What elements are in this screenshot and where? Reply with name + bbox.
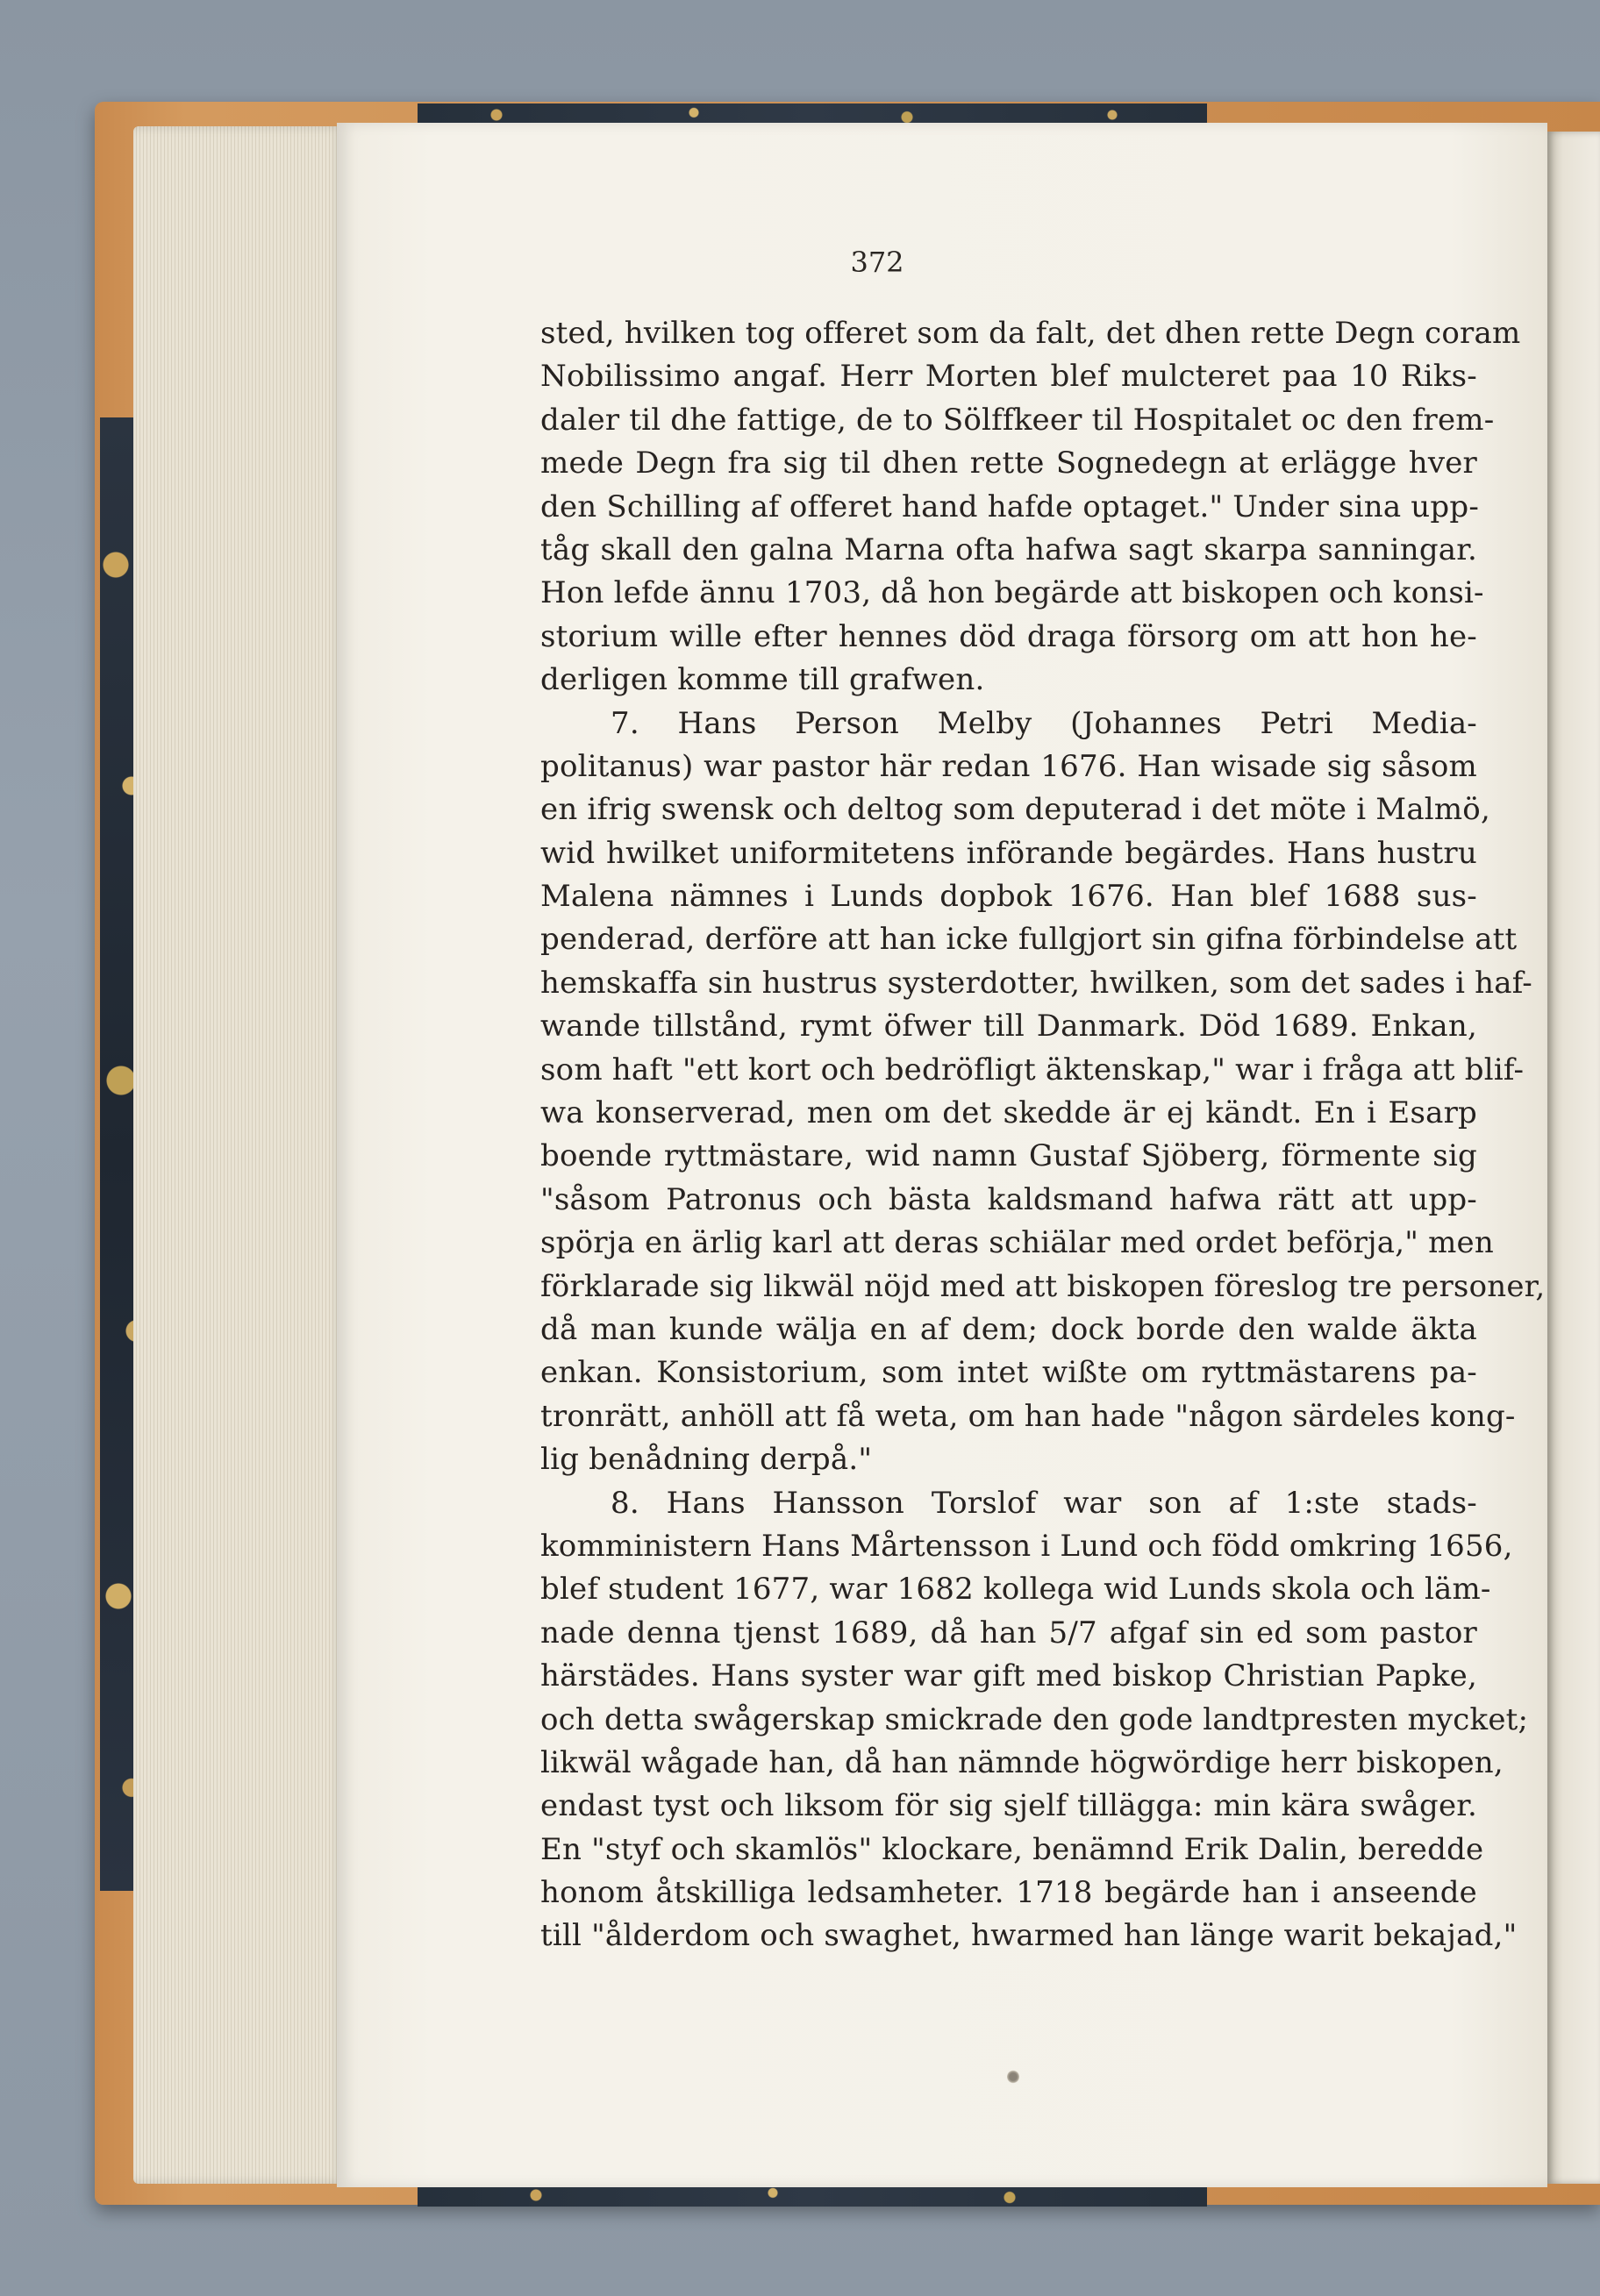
text-line: hemskaffa sin hustrus systerdotter, hwilken, som det sades i haf-: [540, 965, 1532, 1001]
text-line: förklarade sig likwäl nöjd med att biskopen föreslog tre personer,: [540, 1268, 1546, 1304]
text-line: boende ryttmästare, wid namn Gustaf Sjöberg, förmente sig: [540, 1138, 1477, 1174]
text-line: likwäl wågade han, då han nämnde högwördige herr biskopen,: [540, 1744, 1504, 1780]
facing-page-edge: [1547, 132, 1600, 2184]
text-line: komministern Hans Mårtensson i Lund och född omkring 1656,: [540, 1528, 1513, 1564]
text-line: "såsom Patronus och bästa kaldsmand hafwa rätt att upp-: [540, 1181, 1477, 1217]
text-line: lig benådning derpå.": [540, 1442, 873, 1478]
text-line: till "ålderdom och swaghet, hwarmed han länge warit bekajad,": [540, 1918, 1518, 1954]
text-line: daler til dhe fattige, de to Sölffkeer til Hospitalet oc den frem-: [540, 402, 1495, 438]
text-line: wa konserverad, men om det skedde är ej kändt. En i Esarp: [540, 1095, 1477, 1131]
text-line: wid hwilket uniformitetens införande begärdes. Hans hustru: [540, 835, 1477, 871]
text-line: sted, hvilken tog offeret som da falt, det dhen rette Degn coram: [540, 316, 1521, 351]
text-line: tronrätt, anhöll att få weta, om han hade "någon särdeles kong-: [540, 1398, 1516, 1434]
paper-spot: [1007, 2070, 1019, 2084]
text-line: wande tillstånd, rymt öfwer till Danmark. Död 1689. Enkan,: [540, 1009, 1477, 1045]
text-line: honom åtskilliga ledsamheter. 1718 begärde han i anseende: [540, 1875, 1477, 1911]
text-line: endast tyst och liksom för sig sjelf tillägga: min kära swåger.: [540, 1788, 1477, 1824]
text-line: tåg skall den galna Marna ofta hafwa sagt skarpa sanningar.: [540, 531, 1477, 567]
text-line: nade denna tjenst 1689, då han 5/7 afgaf sin ed som pastor: [540, 1615, 1477, 1651]
text-line: Hon lefde ännu 1703, då hon begärde att biskopen och konsi-: [540, 575, 1484, 611]
text-line: penderad, derföre att han icke fullgjort sin gifna förbindelse att: [540, 922, 1518, 958]
text-line: politanus) war pastor här redan 1676. Han wisade sig såsom: [540, 748, 1477, 784]
page-number: 372: [850, 246, 904, 279]
page-stack-edges: [133, 126, 344, 2184]
text-line: en ifrig swensk och deltog som deputerad i det möte i Malmö,: [540, 792, 1490, 828]
text-line: den Schilling af offeret hand hafde optaget." Under sina upp-: [540, 488, 1480, 524]
text-line: storium wille efter hennes död draga försorg om att hon he-: [540, 618, 1477, 654]
text-line: spörja en ärlig karl att deras schiälar med ordet beförja," men: [540, 1225, 1494, 1261]
page-text: [540, 312, 1546, 1958]
text-line: En "styf och skamlös" klockare, benämnd Erik Dalin, beredde: [540, 1831, 1484, 1867]
text-line: enkan. Konsistorium, som intet wißte om ryttmästarens pa-: [540, 1355, 1477, 1391]
text-line: och detta swågerskap smickrade den gode landtpresten mycket;: [540, 1701, 1529, 1737]
text-line: Malena nämnes i Lunds dopbok 1676. Han blef 1688 sus-: [540, 879, 1477, 915]
text-line: då man kunde wälja en af dem; dock borde den walde äkta: [540, 1311, 1477, 1347]
text-line: mede Degn fra sig til dhen rette Sognedegn at erlägge hver: [540, 446, 1477, 481]
text-line: Nobilissimo angaf. Herr Morten blef mulcteret paa 10 Riks-: [540, 359, 1477, 395]
text-line: härstädes. Hans syster war gift med biskop Christian Papke,: [540, 1658, 1477, 1694]
text-line: derligen komme till grafwen.: [540, 662, 985, 698]
text-line: som haft "ett kort och bedröfligt äktenskap," war i fråga att blif-: [540, 1052, 1525, 1087]
text-line: blef student 1677, war 1682 kollega wid Lunds skola och läm-: [540, 1572, 1491, 1608]
entry-heading-line: 7. Hans Person Melby (Johannes Petri Media-: [611, 705, 1477, 741]
entry-heading-line: 8. Hans Hansson Torslof war son af 1:ste stads-: [611, 1485, 1477, 1521]
